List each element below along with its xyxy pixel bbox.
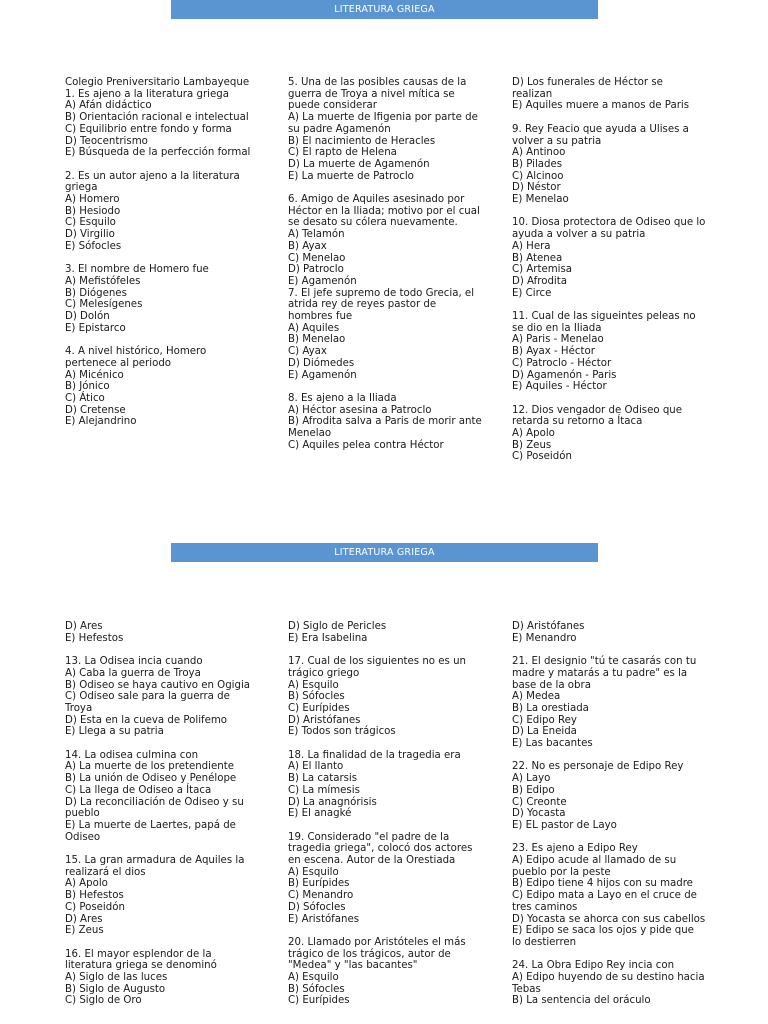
text-line: E) Las bacantes <box>512 738 593 750</box>
text-line: A) Antinoo <box>512 147 566 159</box>
text-line: E) Agamenón <box>288 275 357 287</box>
text-line: E) Hefestos <box>65 632 124 644</box>
text-line: 17. Cual de los siguientes no es un <box>288 656 466 668</box>
text-line: C) Eurípides <box>288 702 350 714</box>
text-line: C) Eurípides <box>288 995 350 1007</box>
text-line: 2. Es un autor ajeno a la literatura <box>65 170 240 182</box>
column-1 <box>65 77 283 440</box>
text-line: B) Hefestos <box>65 890 124 902</box>
text-line: "Medea" y "las bacantes" <box>288 960 418 972</box>
text-line: trágico griego <box>288 667 360 679</box>
text-line: hombres fue <box>288 311 353 323</box>
text-line: E) Circe <box>512 287 552 299</box>
text-line: B) Zeus <box>512 439 552 451</box>
text-line: 14. La odisea culmina con <box>65 749 199 761</box>
text-line: E) Era Isabelina <box>288 632 368 644</box>
text-line: B) La orestiada <box>512 702 589 714</box>
question-block <box>512 843 730 948</box>
text-line: E) Edipo se saca los ojos y pide que <box>512 925 694 937</box>
text-line: E) Zeus <box>65 925 104 937</box>
text-line: Menelao <box>288 428 332 440</box>
text-line: 22. No es personaje de Edipo Rey <box>512 761 684 773</box>
text-line: C) Menandro <box>288 890 354 902</box>
text-line: B) Ayax <box>288 240 327 252</box>
question-block <box>288 656 506 738</box>
text-line: 20. Llamado por Aristóteles el más <box>288 936 466 948</box>
question-block <box>512 77 730 112</box>
text-line: D) La reconciliación de Odiseo y su <box>65 796 244 808</box>
text-line: C) Edipo Rey <box>512 714 577 726</box>
text-line: D) Ares <box>65 913 103 925</box>
text-line: A) La muerte de Ifigenia por parte de <box>288 112 478 124</box>
text-line: E) La muerte de Laertes, papá de <box>65 819 236 831</box>
question-block <box>288 393 506 452</box>
text-line: B) Atenea <box>512 252 563 264</box>
text-line: B) La sentencia del oráculo <box>512 995 651 1007</box>
text-line: B) Ayax - Héctor <box>512 346 595 358</box>
question-block <box>65 264 283 334</box>
text-line: C) Menelao <box>288 252 346 264</box>
text-line: 4. A nivel histórico, Homero <box>65 346 207 358</box>
text-line: D) Patroclo <box>288 264 344 276</box>
text-line: C) El rapto de Helena <box>288 147 397 159</box>
text-line: E) Aristófanes <box>288 913 360 925</box>
text-line: 7. El jefe supremo de todo Grecia, el <box>288 287 475 299</box>
text-line: 11. Cual de las sigueintes peleas no <box>512 311 696 323</box>
text-line: puede considerar <box>288 100 377 112</box>
text-line: D) Ares <box>65 621 103 632</box>
text-line: A) Aquiles <box>288 322 340 334</box>
text-line: E) La muerte de Patroclo <box>288 170 414 182</box>
text-line: C) La mímesis <box>288 784 360 796</box>
text-line: C) Edipo mata a Layo en el cruce de <box>512 890 697 902</box>
text-line: tragedia griega", colocó dos actores <box>288 843 473 855</box>
column-2 <box>288 77 506 463</box>
section-banner: LITERATURA GRIEGA <box>171 0 598 19</box>
text-line: A) Layo <box>512 773 551 785</box>
text-line: A) Siglo de las luces <box>65 972 168 984</box>
text-line: 1. Es ajeno a la literatura griega <box>65 88 229 100</box>
text-line: C) Poseidón <box>65 901 125 913</box>
text-line: madre y matarás a tu padre" es la <box>512 667 688 679</box>
text-line: pertenece al periodo <box>65 357 172 369</box>
text-line: literatura griega se denominó <box>65 960 217 972</box>
text-line: E) Aquiles - Héctor <box>512 381 607 393</box>
text-line: D) Virgilio <box>65 229 115 241</box>
question-block <box>288 621 506 644</box>
text-line: D) Yocasta se ahorca con sus cabellos <box>512 913 706 925</box>
text-line: su padre Agamenón <box>288 123 391 135</box>
text-line: lo destierren <box>512 936 577 948</box>
page-2 <box>0 540 768 1024</box>
text-line: A) Homero <box>65 194 120 206</box>
text-line: C) Equilibrio entre fondo y forma <box>65 123 232 135</box>
text-line: B) Orientación racional e intelectual <box>65 112 249 124</box>
text-line: B) Menelao <box>288 334 346 346</box>
question-block <box>512 405 730 464</box>
text-line: B) La catarsis <box>288 773 358 785</box>
text-line: D) Agamenón - Paris <box>512 369 617 381</box>
text-line: C) Aquiles pelea contra Héctor <box>288 439 444 451</box>
question-block <box>288 832 506 926</box>
text-line: E) Agamenón <box>288 369 357 381</box>
text-line: A) Apolo <box>65 878 108 890</box>
text-line: 16. El mayor esplendor de la <box>65 948 212 960</box>
text-line: 13. La Odisea incia cuando <box>65 656 203 668</box>
text-line: A) Hera <box>512 240 551 252</box>
text-line: D) Diómedes <box>288 357 355 369</box>
text-line: A) Esquilo <box>288 866 339 878</box>
text-line: trágico de los trágicos, autor de <box>288 948 451 960</box>
text-line: E) Menandro <box>512 632 577 644</box>
text-line: B) El nacimiento de Heracles <box>288 135 436 147</box>
text-line: E) Epistarco <box>65 322 126 334</box>
text-line: B) Jónico <box>65 381 110 393</box>
question-block <box>512 761 730 831</box>
text-line: 23. Es ajeno a Edipo Rey <box>512 843 638 855</box>
text-line: 9. Rey Feacio que ayuda a Ulises a <box>512 123 689 135</box>
text-line: pueblo <box>65 808 100 820</box>
text-line: B) Hesiodo <box>65 205 121 217</box>
column-1 <box>65 621 283 1019</box>
text-line: C) Alcinoo <box>512 170 564 182</box>
text-line: B) Eurípides <box>288 878 350 890</box>
text-line: pueblo por la peste <box>512 866 611 878</box>
question-block <box>65 77 283 159</box>
text-line: D) Cretense <box>65 404 126 416</box>
text-line: A) Telamón <box>288 229 345 241</box>
text-line: A) Paris - Menelao <box>512 334 604 346</box>
text-line: Héctor en la Iliada; motivo por el cual <box>288 205 480 217</box>
text-line: B) Odiseo se haya cautivo en Ogigia <box>65 679 251 691</box>
question-block <box>512 124 730 206</box>
text-line: Colegio Preniversitario Lambayeque <box>65 77 250 88</box>
text-line: A) Apolo <box>512 428 555 440</box>
text-line: 19. Considerado "el padre de la <box>288 831 450 843</box>
text-line: E) Sófocles <box>65 240 122 252</box>
text-line: B) Edipo tiene 4 hijos con su madre <box>512 878 693 890</box>
question-block <box>65 171 283 253</box>
question-block <box>512 311 730 393</box>
text-line: B) Afrodita salva a Paris de morir ante <box>288 416 482 428</box>
text-line: D) Esta en la cueva de Polifemo <box>65 714 228 726</box>
text-line: E) Búsqueda de la perfección formal <box>65 147 251 159</box>
question-block <box>65 949 283 1008</box>
question-block <box>512 656 730 750</box>
text-line: A) Caba la guerra de Troya <box>65 667 201 679</box>
text-line: realizará el dios <box>65 866 146 878</box>
text-line: D) Afrodita <box>512 275 567 287</box>
text-line: 5. Una de las posibles causas de la <box>288 77 467 88</box>
text-line: B) Diógenes <box>65 287 127 299</box>
text-line: A) Edipo huyendo de su destino hacia <box>512 972 705 984</box>
text-line: D) Los funerales de Héctor se <box>512 77 663 88</box>
text-line: D) Teocentrismo <box>65 135 148 147</box>
text-line: B) Sófocles <box>288 983 345 995</box>
text-line: E) Llega a su patria <box>65 726 164 738</box>
text-line: A) Medea <box>512 691 561 703</box>
text-line: D) Aristófanes <box>288 714 361 726</box>
text-line: E) El anagké <box>288 808 352 820</box>
text-line: D) La muerte de Agamenón <box>288 158 430 170</box>
section-banner: LITERATURA GRIEGA <box>171 543 598 562</box>
text-line: base de la obra <box>512 679 591 691</box>
text-line: A) Esquilo <box>288 679 339 691</box>
text-line: A) Afán didáctico <box>65 100 152 112</box>
text-line: E) Todos son trágicos <box>288 726 396 738</box>
question-block <box>65 346 283 428</box>
text-line: A) Esquilo <box>288 972 339 984</box>
question-block <box>288 750 506 820</box>
text-line: C) Melesígenes <box>65 299 143 311</box>
question-block <box>512 960 730 1007</box>
text-line: C) Creonte <box>512 796 567 808</box>
text-line: C) Patroclo - Héctor <box>512 357 612 369</box>
text-line: C) Ayax <box>288 346 327 358</box>
text-line: ayuda a volver a su patria <box>512 229 646 241</box>
text-line: D) La anagnórisis <box>288 796 377 808</box>
text-line: B) Siglo de Augusto <box>65 983 166 995</box>
question-block <box>512 621 730 644</box>
text-line: griega <box>65 182 98 194</box>
question-block <box>288 194 506 288</box>
text-line: D) Yocasta <box>512 808 566 820</box>
text-line: A) El llanto <box>288 761 344 773</box>
text-line: B) Pilades <box>512 158 563 170</box>
text-line: se dio en la Iliada <box>512 322 602 334</box>
question-block <box>65 750 283 844</box>
question-block <box>65 621 283 644</box>
text-line: volver a su patria <box>512 135 602 147</box>
question-block <box>65 855 283 937</box>
text-line: D) Aristófanes <box>512 621 585 632</box>
text-line: A) Edipo acude al llamado de su <box>512 855 677 867</box>
question-block <box>288 77 506 182</box>
text-line: Tebas <box>512 983 541 995</box>
text-line: realizan <box>512 88 553 100</box>
text-line: A) Héctor asesina a Patroclo <box>288 404 432 416</box>
text-line: C) Esquilo <box>65 217 116 229</box>
text-line: A) Mefistófeles <box>65 275 141 287</box>
text-line: A) La muerte de los pretendiente <box>65 761 234 773</box>
text-line: Troya <box>65 702 93 714</box>
text-line: E) Menelao <box>512 194 569 206</box>
text-line: E) Aquiles muere a manos de Paris <box>512 100 690 112</box>
text-line: E) EL pastor de Layo <box>512 819 617 831</box>
text-line: en escena. Autor de la Orestiada <box>288 855 456 867</box>
question-block <box>288 937 506 1007</box>
text-line: D) Dolón <box>65 311 110 323</box>
text-line: C) Odiseo sale para la guerra de <box>65 691 230 703</box>
text-line: B) La unión de Odiseo y Penélope <box>65 773 237 785</box>
text-line: 6. Amigo de Aquiles asesinado por <box>288 194 465 206</box>
text-line: E) Alejandrino <box>65 416 137 428</box>
column-2 <box>288 621 506 1019</box>
question-block <box>512 217 730 299</box>
text-line: 24. La Obra Edipo Rey incia con <box>512 960 675 972</box>
text-line: se desato su cólera nuevamente. <box>288 217 458 229</box>
text-line: atrida rey de reyes pastor de <box>288 299 437 311</box>
text-line: C) Artemisa <box>512 264 573 276</box>
column-3 <box>512 77 730 475</box>
text-line: D) La Eneida <box>512 726 577 738</box>
text-line: A) Micénico <box>65 369 124 381</box>
text-line: 3. El nombre de Homero fue <box>65 264 209 276</box>
text-line: C) Poseidón <box>512 451 572 463</box>
text-line: 12. Dios vengador de Odiseo que <box>512 404 683 416</box>
text-line: 10. Diosa protectora de Odiseo que lo <box>512 217 706 229</box>
text-line: B) Edipo <box>512 784 555 796</box>
text-line: C) La llega de Odiseo a Ítaca <box>65 784 212 796</box>
text-line: C) Ático <box>65 392 105 404</box>
question-block <box>288 288 506 382</box>
text-line: 15. La gran armadura de Aquiles la <box>65 855 245 867</box>
text-line: D) Néstor <box>512 182 561 194</box>
text-line: 21. El designio "tú te casarás con tu <box>512 656 697 668</box>
text-line: 8. Es ajeno a la Iliada <box>288 392 397 404</box>
text-line: 18. La finalidad de la tragedia era <box>288 749 461 761</box>
text-line: C) Siglo de Oro <box>65 995 142 1007</box>
text-line: D) Siglo de Pericles <box>288 621 387 632</box>
column-3 <box>512 621 730 1019</box>
question-block <box>65 656 283 738</box>
text-line: B) Sófocles <box>288 691 345 703</box>
text-line: retarda su retorno a Ítaca <box>512 416 643 428</box>
text-line: guerra de Troya a nivel mítica se <box>288 88 455 100</box>
text-line: Odiseo <box>65 831 101 843</box>
text-line: D) Sófocles <box>288 901 346 913</box>
text-line: tres caminos <box>512 901 578 913</box>
